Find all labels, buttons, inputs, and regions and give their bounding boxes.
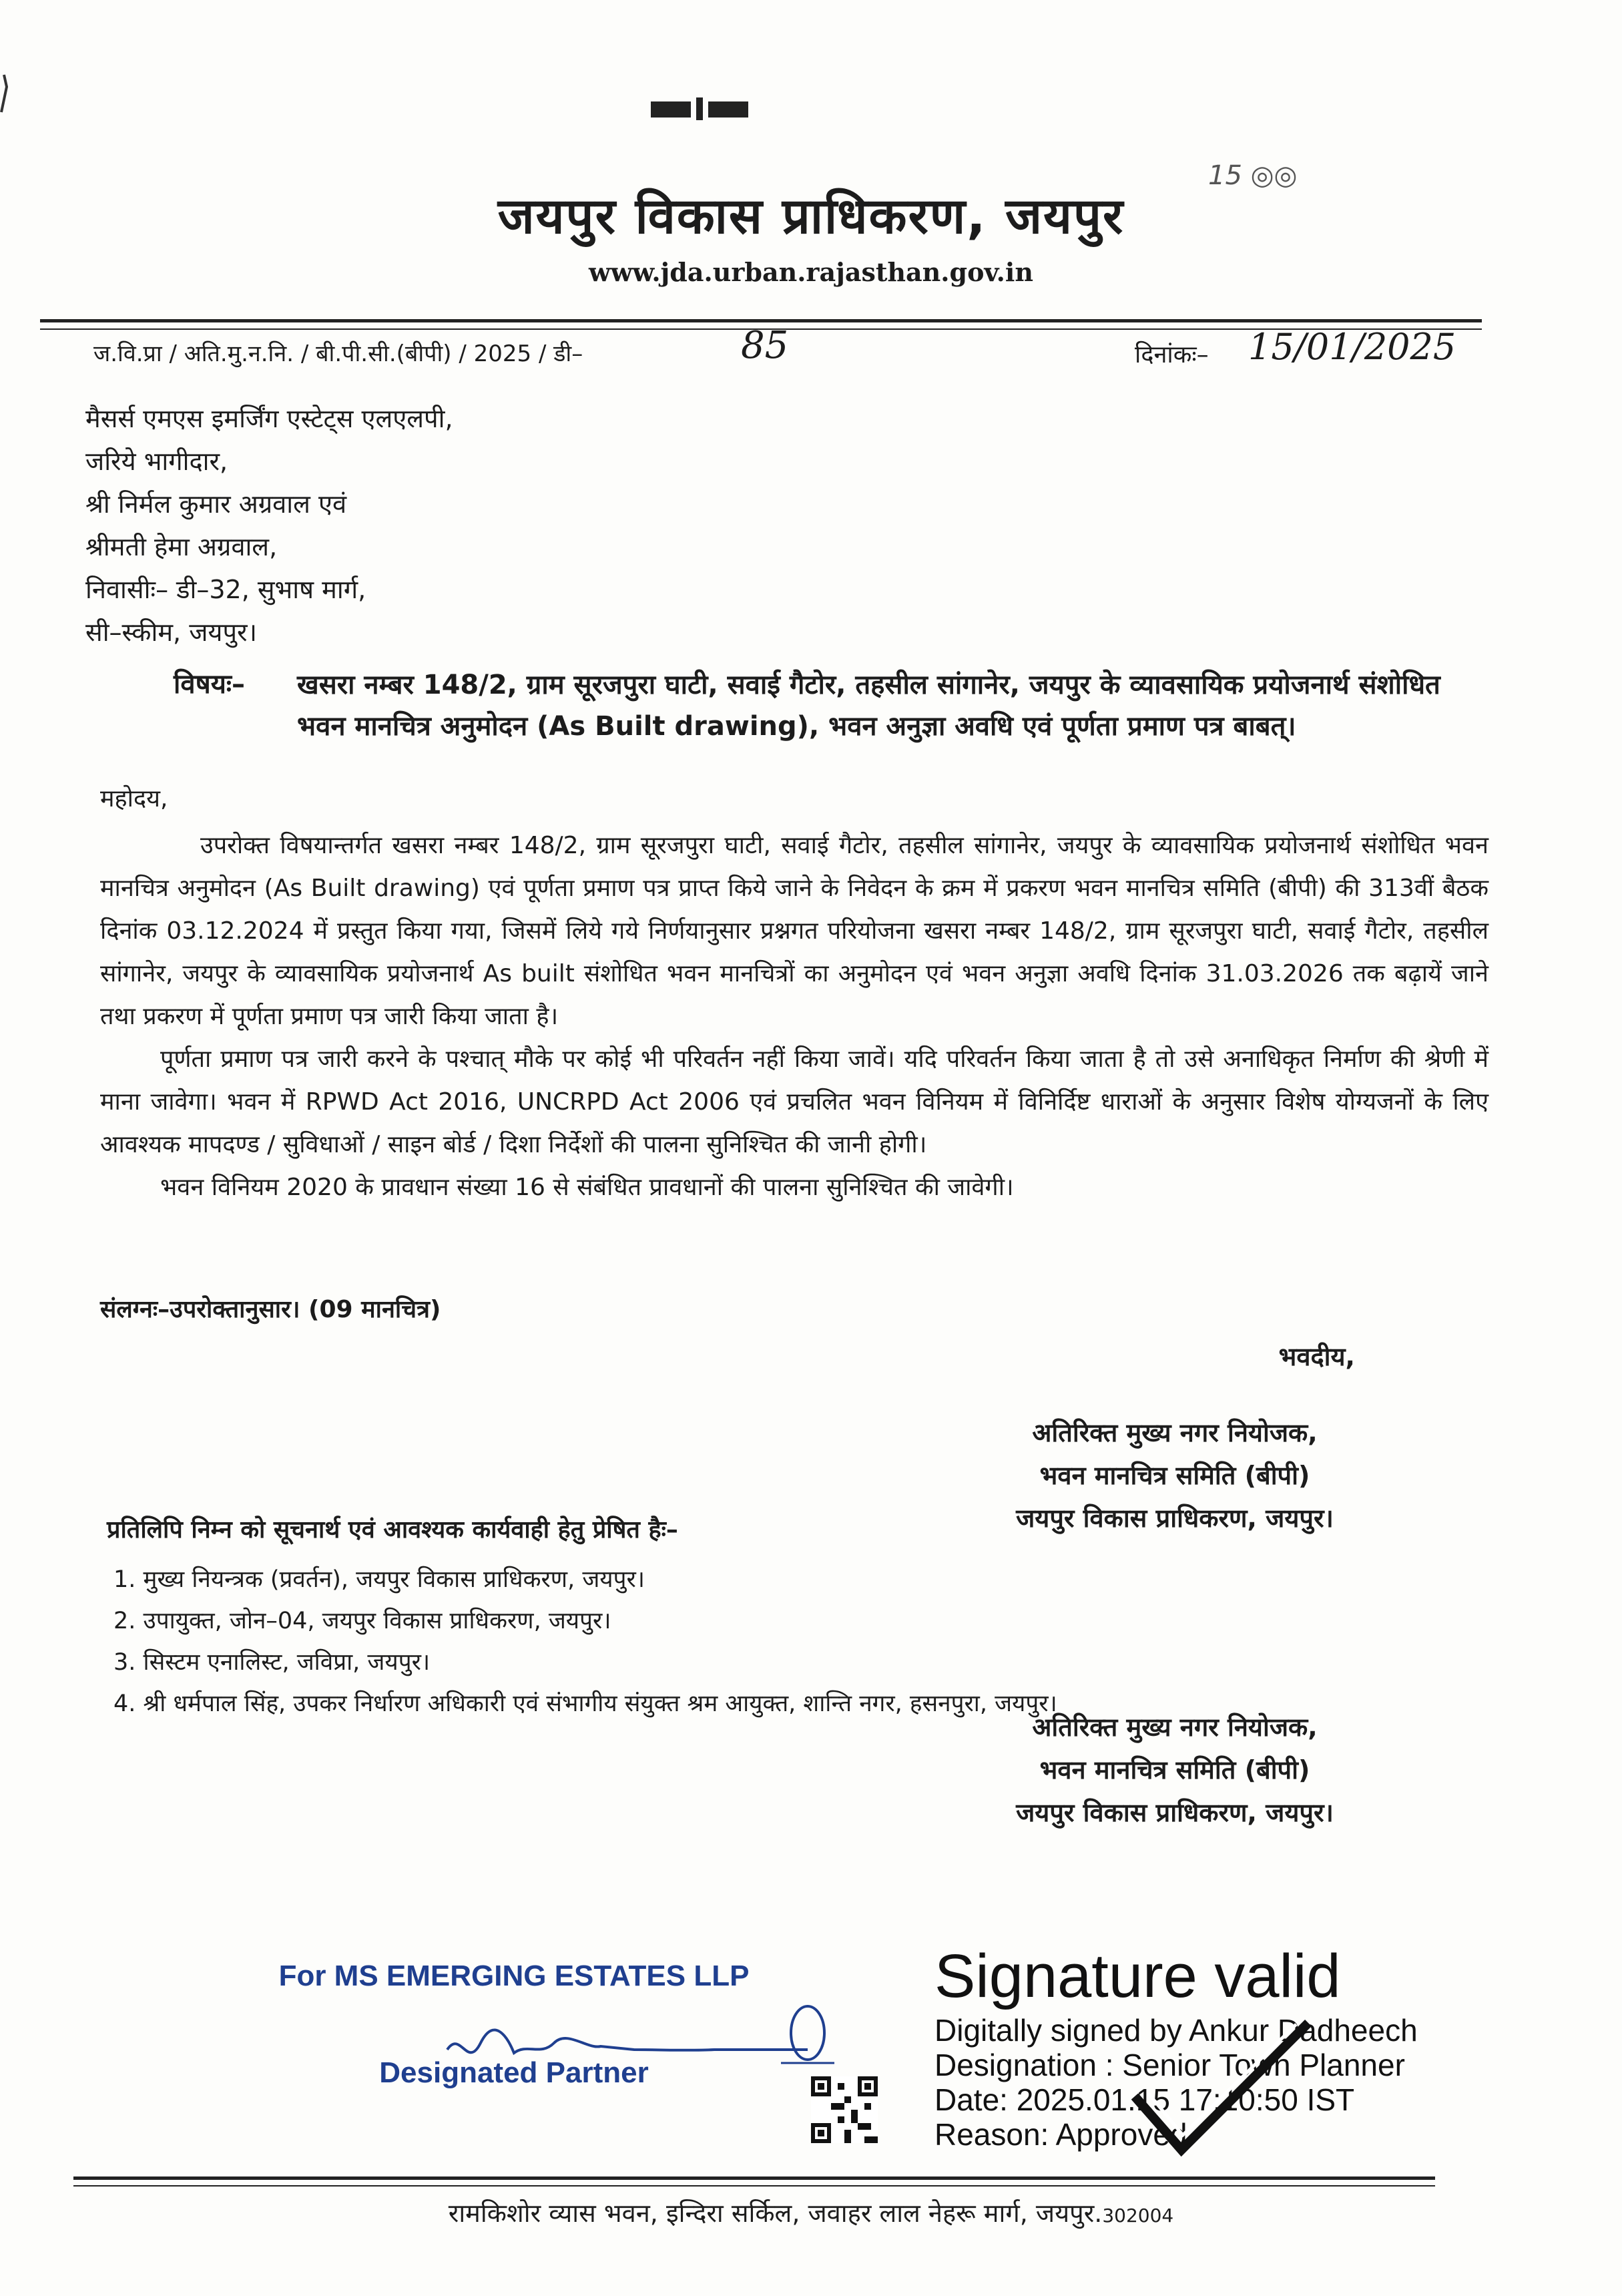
footer-pin: 302004 — [1102, 2205, 1174, 2227]
body-paragraph: पूर्णता प्रमाण पत्र जारी करने के पश्चात् मौके पर कोई भी परिवर्तन नहीं किया जावें। यदि परिवर्तन किया जाता है तो उसे अनाधिकृत निर्माण की श्रेणी में माना जावेगा। भवन में RPWD Act 2016, UNCRPD Act 2006 एवं प्रचलित भवन विनियम में विनिर्दिष्ट धाराओं के अनुसार विशेष योग्यजनों के लिए आवश्यक मापदण्ड / सुविधाओं / साइन बोर्ड / दिशा निर्देशों की पालना सुनिश्चित की जानी होगी। — [100, 1046, 1489, 1158]
date-value: 15/01/2025 — [1248, 326, 1456, 368]
addressee-block — [85, 397, 453, 654]
corner-mark — [0, 73, 27, 113]
addressee-line: श्री निर्मल कुमार अग्रवाल एवं — [85, 489, 347, 519]
logo-mark: 15 ◎◎ — [1208, 160, 1298, 191]
copy-to-list — [113, 1559, 1057, 1725]
subject-text: खसरा नम्बर 148/2, ग्राम सूरजपुरा घाटी, सवाई गैटोर, तहसील सांगानेर, जयपुर के व्यावसायिक प्रयोजनार्थ संशोधित भवन मानचित्र अनुमोदन (As Built drawing), भवन अनुज्ञा अवधि एवं पूर्णता प्रमाण पत्र बाबत्। — [297, 670, 1440, 742]
signatory-committee: भवन मानचित्र समिति (बीपी) — [1039, 1755, 1310, 1785]
signatory-committee: भवन मानचित्र समिति (बीपी) — [1039, 1461, 1310, 1490]
date-label: दिनांकः– — [1135, 341, 1209, 369]
footer-rule — [73, 2176, 1435, 2180]
subject-label: विषयः– — [174, 669, 245, 700]
copy-to-heading: प्रतिलिपि निम्न को सूचनार्थ एवं आवश्यक कार्यवाही हेतु प्रेषित हैः– — [107, 1516, 678, 1544]
signed-by: Digitally signed by Ankur Dadheech — [934, 2013, 1418, 2048]
closing: भवदीय, — [1278, 1342, 1355, 1371]
letterhead-title: जयपुर विकास प्राधिकरण, जयपुर — [497, 188, 1125, 245]
reference-prefix: ज.वि.प्रा / अति.मु.न.नि. / बी.पी.सी.(बीपी) / 2025 / डी– — [93, 340, 583, 367]
addressee-line: श्रीमती हेमा अग्रवाल, — [85, 532, 278, 561]
signatory-office: जयपुर विकास प्राधिकरण, जयपुर। — [1016, 1504, 1334, 1533]
signature-block — [921, 1335, 1428, 1540]
list-item: 4. श्री धर्मपाल सिंह, उपकर निर्धारण अधिकारी एवं संभागीय संयुक्त श्रम आयुक्त, शान्ति नगर, हसनपुरा, जयपुर। — [113, 1690, 1057, 1717]
stamp-role: Designated Partner — [379, 2056, 649, 2089]
salutation: महोदय, — [100, 785, 168, 813]
reference-number: 85 — [741, 324, 789, 367]
body-paragraph: भवन विनियम 2020 के प्रावधान संख्या 16 से संबंधित प्रावधानों की पालना सुनिश्चित की जावेगी। — [160, 1174, 1014, 1201]
signer-designation: Designation : Senior Town Planner — [934, 2048, 1405, 2082]
handwritten-signature — [434, 2003, 861, 2090]
letterhead-website: www.jda.urban.rajasthan.gov.in — [589, 257, 1033, 287]
list-item: 3. सिस्टम एनालिस्ट, जविप्रा, जयपुर। — [113, 1649, 431, 1676]
footer-rule-thin — [73, 2185, 1435, 2187]
signing-reason: Reason: Approved — [934, 2117, 1187, 2152]
list-item: 1. मुख्य नियन्त्रक (प्रवर्तन), जयपुर विकास प्राधिकरण, जयपुर। — [113, 1566, 645, 1593]
addressee-line: मैसर्स एमएस इमर्जिंग एस्टेट्स एलएलपी, — [85, 404, 453, 433]
header-rule — [40, 319, 1482, 322]
list-item: 2. उपायुक्त, जोन–04, जयपुर विकास प्राधिकरण, जयपुर। — [113, 1608, 611, 1634]
signatory-designation: अतिरिक्त मुख्य नगर नियोजक, — [1032, 1712, 1318, 1742]
addressee-line: निवासीः– डी–32, सुभाष मार्ग, — [85, 575, 366, 604]
addressee-line: जरिये भागीदार, — [85, 447, 228, 476]
enclosure-note: संलग्नः–उपरोक्तानुसार। (09 मानचित्र) — [100, 1296, 441, 1323]
footer-address-text: रामकिशोर व्यास भवन, इन्दिरा सर्किल, जवाहर लाल नेहरू मार्ग, जयपुर. — [448, 2199, 1103, 2228]
emblem-icon — [651, 93, 751, 120]
signatory-designation: अतिरिक्त मुख्य नगर नियोजक, — [1032, 1418, 1318, 1447]
footer-address — [0, 2195, 1622, 2230]
signatory-office: जयपुर विकास प्राधिकरण, जयपुर। — [1016, 1798, 1334, 1827]
body-paragraph: उपरोक्त विषयान्तर्गत खसरा नम्बर 148/2, ग्राम सूरजपुरा घाटी, सवाई गैटोर, तहसील सांगानेर, जयपुर के व्यावसायिक प्रयोजनार्थ संशोधित भवन मानचित्र अनुमोदन (As Built drawing) एवं पूर्णता प्रमाण पत्र प्राप्त किये जाने के निवेदन के क्रम में प्रकरण भवन मानचित्र समिति (बीपी) की 313वीं बैठक दिनांक 03.12.2024 में प्रस्तुत किया गया, जिसमें लिये गये निर्णयानुसार प्रश्नगत परियोजना खसरा नम्बर 148/2, ग्राम सूरजपुरा घाटी, सवाई गैटोर, तहसील सांगानेर, जयपुर के व्यावसायिक प्रयोजनार्थ As built संशोधित भवन मानचित्रों का अनुमोदन एवं भवन अनुज्ञा अवधि दिनांक 31.03.2026 तक बढ़ायें जाने तथा प्रकरण में पूर्णता प्रमाण पत्र जारी किया जाता है। — [100, 832, 1489, 1030]
signing-date: Date: 2025.01.15 17:10:50 IST — [934, 2082, 1355, 2117]
letter-body — [100, 825, 1489, 1209]
signature-block-copy — [921, 1706, 1428, 1834]
addressee-line: सी–स्कीम, जयपुर। — [85, 618, 257, 647]
checkmark-icon — [1121, 2016, 1322, 2163]
stamp-firm-name: For MS EMERGING ESTATES LLP — [278, 1960, 750, 1992]
qr-code-icon — [811, 2076, 878, 2143]
signature-status: Signature valid — [934, 1942, 1341, 2010]
